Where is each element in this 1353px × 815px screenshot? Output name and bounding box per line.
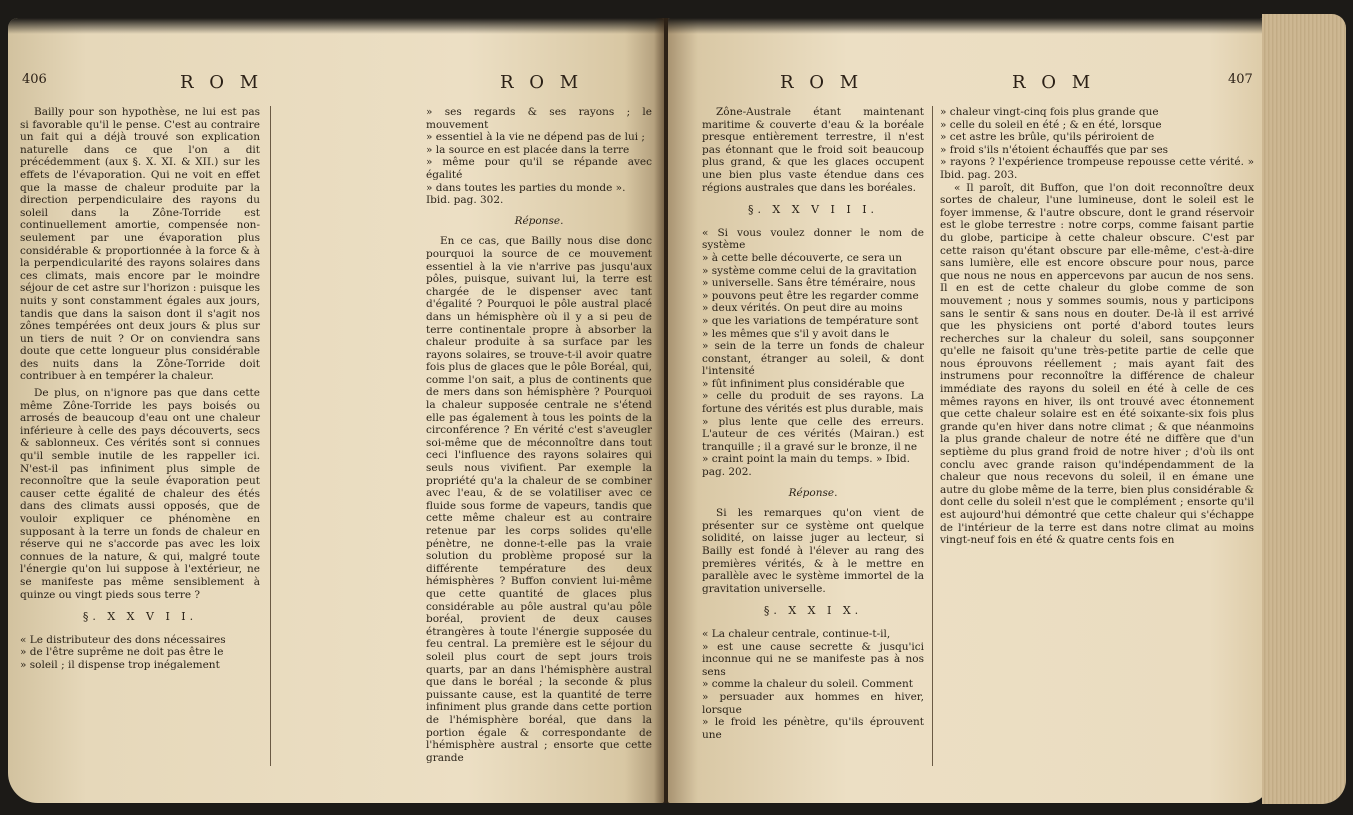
- quotation: [426, 106, 652, 207]
- quotation-line: » persuader aux hommes en hiver, lorsque: [702, 690, 924, 716]
- quotation-line: » essentiel à la vie ne dépend pas de lui ;: [426, 131, 645, 144]
- quotation: [940, 106, 1254, 182]
- section-heading: §. X X V I I.: [82, 610, 198, 624]
- quotation-line: » sein de la terre un fonds de chaleur constant, étranger au soleil, & dont l'intensité: [702, 340, 924, 378]
- quotation-line: » celle du produit de ses rayons. La fortune des vérités est plus durable, mais: [702, 390, 924, 416]
- running-header: R O M: [180, 72, 264, 93]
- quotation-line: » chaleur vingt-cinq fois plus grande que: [940, 106, 1159, 118]
- paragraph: Si les remarques qu'on vient de présenter sur ce système ont quelque solidité, on laisse juger au lecteur, si Bailly est fondé à l'élever au rang des premières vérités, & à le mettre en parallèle avec le système immortel de la gravitation universelle.: [702, 507, 924, 595]
- text-column: [426, 106, 652, 768]
- running-header: R O M: [500, 72, 584, 93]
- paragraph: Bailly pour son hypothèse, ne lui est pas si favorable qu'il le pense. C'est au contraire un fait qui a déjà trouvé son explication naturelle dans ce que l'on a dit précédemment (aux §. X. XI. & XII.) sur les effets de l'évaporation. Qui ne voit en effet que la masse de chaleur produite par la direction perpendiculaire des rayons du soleil dans la Zône-Torride est continuellement amortie, compensée non-seulement par une évaporation plus considérable & proportionnée à la force & à la perpendicularité des rayons solaires dans ces climats, mais encore par le moindre séjour de cet astre sur l'horizon : puisque les nuits y sont constamment égales aux jours, tandis que dans la saison dont il s'agit nos zônes tempérées ont deux jours & plus sur un tiers de nuit ? Or on conviendra sans doute que cette longueur plus considérable des nuits dans la Zône-Torride doit contribuer à en tempérer la chaleur.: [20, 106, 260, 383]
- quotation: [20, 634, 260, 672]
- quotation-line: » le froid les pénètre, qu'ils éprouvent une: [702, 716, 924, 741]
- text-column: [20, 106, 260, 672]
- quotation-line: « La chaleur centrale, continue-t-il,: [702, 627, 891, 640]
- quotation-line: » que les variations de température sont: [702, 314, 919, 327]
- running-header: R O M: [1012, 72, 1096, 93]
- quotation-line: » les mêmes que s'il y avoit dans le: [702, 327, 890, 340]
- column-rule: [270, 106, 271, 766]
- quotation-line: » comme la chaleur du soleil. Comment: [702, 678, 913, 691]
- section-heading: §. X X V I I I.: [747, 203, 879, 217]
- quotation-line: » la source en est placée dans la terre: [426, 143, 630, 156]
- text-column: [702, 106, 924, 741]
- page-edges: [1262, 14, 1346, 804]
- reply-heading: Réponse.: [788, 486, 838, 499]
- page-number: 406: [22, 72, 47, 87]
- quotation-line: » à cette belle découverte, ce sera un: [702, 251, 902, 264]
- quotation-line: » ses regards & ses rayons ; le mouvement: [426, 106, 652, 131]
- text-column: [940, 106, 1254, 551]
- column-rule: [932, 106, 933, 766]
- quotation-line: » cet astre les brûle, qu'ils périroient de: [940, 131, 1155, 144]
- section-heading: §. X X I X.: [763, 604, 863, 618]
- quotation-line: » de l'être suprême ne doit pas être le: [20, 646, 224, 659]
- quotation-line: » fût infiniment plus considérable que: [702, 377, 905, 390]
- quotation-line: » même pour qu'il se répande avec égalité: [426, 156, 652, 181]
- quotation-line: » craint point la main du temps. » Ibid.: [702, 453, 910, 466]
- quotation-line: Ibid. pag. 302.: [426, 194, 504, 207]
- quotation-line: » deux vérités. On peut dire au moins: [702, 302, 903, 315]
- quotation: [702, 628, 924, 741]
- paragraph: De plus, on n'ignore pas que dans cette même Zône-Torride les pays boisés ou arrosés de beaucoup d'eau ont une chaleur inférieure à celle des pays découverts, secs & sablonneux. Ces vérités sont si connues qu'il semble inutile de les rappeller ici. N'est-il pas infiniment plus simple de reconnoître que la seule évaporation peut causer cette égalité de chaleur des étés dans des climats aussi opposés, que de vouloir expliquer ce phénomène en supposant à la terre un fonds de chaleur en réserve qui ne s'accorde pas avec les loix connues de la nature, & qui, malgré toute l'énergie qu'on lui suppose à l'extérieur, ne se manifeste pas même sensiblement à quinze ou vingt pieds sous terre ?: [20, 387, 260, 601]
- paragraph: Zône-Australe étant maintenant maritime & couverte d'eau & la boréale presque entièrement terrestre, il n'est pas étonnant que le froid soit beaucoup plus grand, & que les glaces occupent une bien plus vaste étendue dans ces régions australes que dans les boréales.: [702, 106, 924, 194]
- running-header: R O M: [780, 72, 864, 93]
- page-number: 407: [1228, 72, 1253, 87]
- quotation-line: » froid s'ils n'étoient échauffés que par ses: [940, 143, 1169, 156]
- quotation-line: » universelle. Sans être téméraire, nous: [702, 277, 916, 290]
- left-page: [8, 18, 664, 803]
- paragraph: « Il paroît, dit Buffon, que l'on doit reconnoître deux sortes de chaleur, l'une lumineuse, dont le soleil est le foyer immense, & l'autre obscure, dont le grand réservoir est le globe terrestre : notre corps, comme faisant partie du globe, participe à cette chaleur obscure. C'est par cette raison qu'étant obscure par elle-même, c'est-à-dire sans lumière, elle est encore obscure pour nous, parce que nous ne nous en appercevons par aucun de nos sens. Il en est de cette chaleur du globe comme de son mouvement ; nous y sommes soumis, nous y participons sans le sentir & sans nous en douter. De-là il est arrivé que les physiciens ont porté d'abord toutes leurs recherches sur la chaleur du soleil, sans soupçonner qu'elle ne faisoit qu'une très-petite partie de celle que nous éprouvons réellement ; mais ayant fait des instrumens pour reconnoître la différence de chaleur immédiate des rayons du soleil en été à celle de ces mêmes rayons en hiver, ils ont trouvé avec étonnement que cette chaleur solaire est en été soixante-six fois plus grande qu'en hiver dans notre climat ; & que néanmoins la plus grande chaleur de notre été ne diffère que d'un septième du plus grand froid de notre hiver ; d'où ils ont conclu avec grande raison qu'indépendamment de la chaleur que nous recevons du soleil, il en émane une autre du globe même de la terre, bien plus considérable & dont celle du soleil n'est que le complément ; ensorte qu'il est aujourd'hui démontré que cette chaleur qui s'échappe de l'intérieur de la terre est dans notre climat au moins vingt-neuf fois en été & quatre cents fois en: [940, 181, 1254, 547]
- quotation-line: » plus lente que celle des erreurs. L'auteur de ces vérités (Mairan.) est tranquille ; il a gravé sur le bronze, il ne: [702, 415, 924, 453]
- quotation-line: pag. 202.: [702, 466, 752, 479]
- paragraph: En ce cas, que Bailly nous dise donc pourquoi la source de ce mouvement essentiel à la vie n'arrive pas jusqu'aux pôles, puisque, suivant lui, la terre est chargée de le dispenser avec tant d'égalité ? Pourquoi le pôle austral placé dans un hémisphère où il y a si peu de terre continentale propre à absorber la chaleur produite à sa surface par les rayons solaires, se trouve-t-il avoir quatre fois plus de glaces que le pôle Boréal, qui, comme l'on sait, a plus de continents que de mers dans son hémisphère ? Pourquoi la chaleur supposée centrale ne s'étend elle pas également à tous les points de la circonférence ? En vérité c'est s'aveugler soi-même que de méconnoître dans tout ceci l'influence des rayons solaires qui seuls nous vivifient. Par exemple la propriété qu'a la chaleur de se combiner avec l'eau, & de se volatiliser avec ce fluide sous forme de vapeurs, tandis que cette même chaleur est au contraire retenue par les corps solides qu'elle pénètre, ne donne-t-elle pas la vraie solution du problème proposé sur la différente température des deux hémisphères ? Buffon convient lui-même que cette quantité de glaces plus considérable au pôle austral qu'au pôle boréal, provient de deux causes étrangères à toute l'énergie supposée du feu central. La première est le séjour du soleil plus court de sept jours trois quarts, par an dans l'hémisphère austral que dans le boréal ; la seconde & plus puissante cause, est la quantité de terre infiniment plus grande dans cette portion de l'hémisphère boréal, que dans la portion égale & correspondante de l'hémisphère austral ; ensorte que cette grande: [426, 235, 652, 764]
- quotation: [702, 227, 924, 479]
- quotation-line: » rayons ? l'expérience trompeuse repousse cette vérité. » Ibid. pag. 203.: [940, 156, 1254, 181]
- quotation-line: » pouvons peut être les regarder comme: [702, 289, 919, 302]
- quotation-line: » soleil ; il dispense trop inégalement: [20, 658, 220, 671]
- quotation-line: » système comme celui de la gravitation: [702, 264, 917, 277]
- quotation-line: » est une cause secrette & jusqu'ici inconnue qui ne se manifeste pas à nos sens: [702, 640, 924, 678]
- quotation-line: « Si vous voulez donner le nom de système: [702, 226, 924, 252]
- quotation-line: » celle du soleil en été ; & en été, lorsque: [940, 118, 1162, 131]
- reply-heading: Réponse.: [514, 214, 564, 227]
- right-page: [668, 18, 1268, 803]
- quotation-line: « Le distributeur des dons nécessaires: [20, 633, 226, 646]
- quotation-line: » dans toutes les parties du monde ».: [426, 181, 626, 194]
